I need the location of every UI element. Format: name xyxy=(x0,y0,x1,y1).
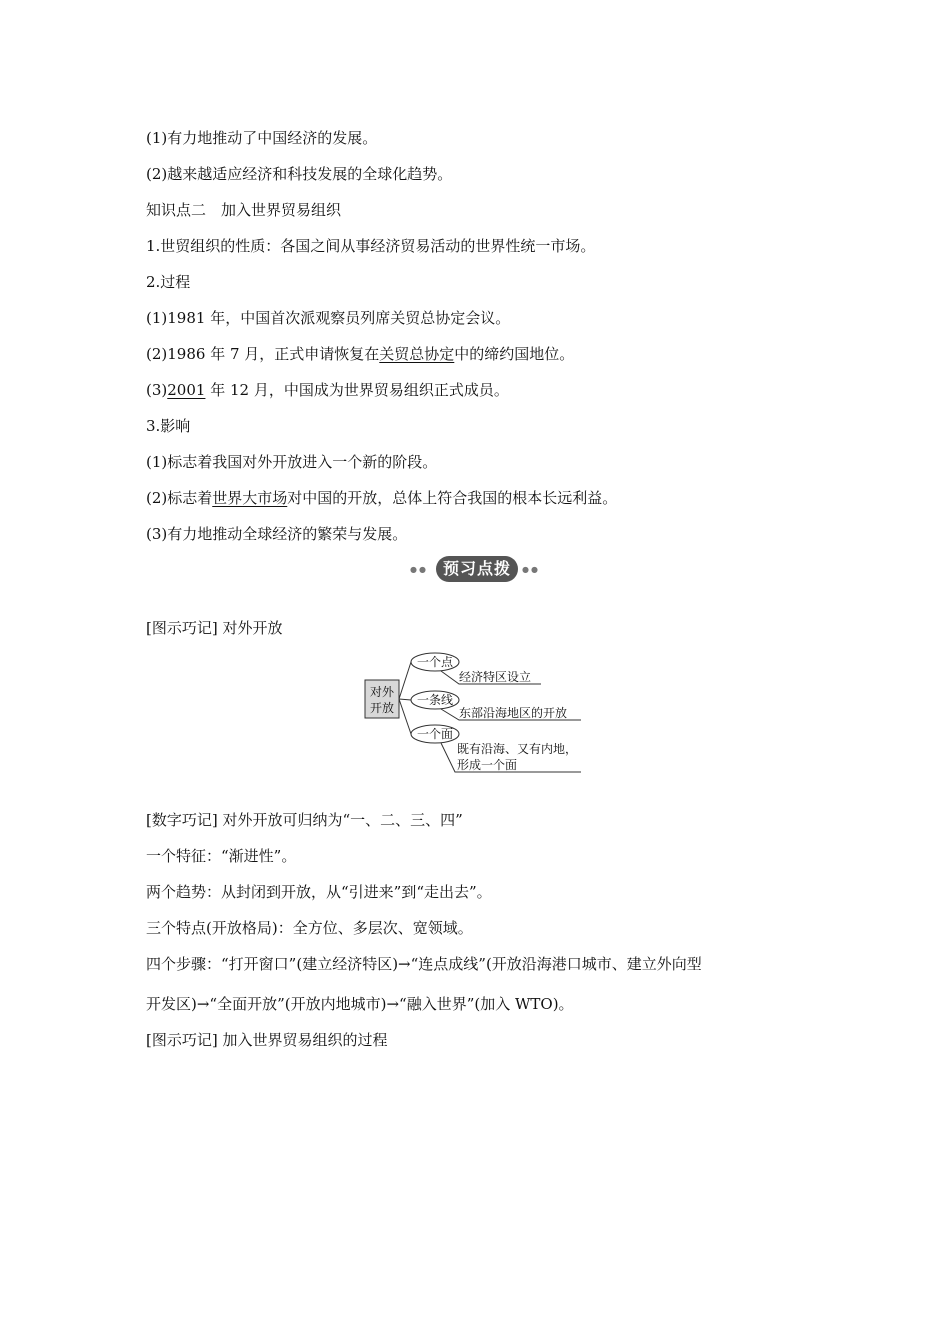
banner-label: 预习点拨 xyxy=(436,556,518,582)
text-line: 2.过程 xyxy=(146,273,191,291)
underlined-term: 2001 xyxy=(167,381,206,399)
dot-decoration: ●● xyxy=(410,565,428,574)
text-line: 3.影响 xyxy=(146,417,191,435)
section-heading: 知识点二 加入世界贸易组织 xyxy=(146,201,342,219)
branch-text: 既有沿海、又有内地， xyxy=(457,742,578,756)
text-line: [图示巧记] 加入世界贸易组织的过程 xyxy=(146,1031,388,1049)
center-label: 开放 xyxy=(369,701,395,715)
text-segment: (2)1986 年 7 月，正式申请恢复在 xyxy=(146,345,380,363)
text-segment: 对中国的开放，总体上符合我国的根本长远利益。 xyxy=(287,489,618,507)
center-label: 对外 xyxy=(369,685,395,699)
text-segment: (3) xyxy=(146,381,168,399)
text-line xyxy=(146,488,617,508)
branch-label: 一条线 xyxy=(416,693,454,707)
text-segment: (2)标志着 xyxy=(146,489,213,507)
text-line: 三个特点(开放格局)：全方位、多层次、宽领域。 xyxy=(146,919,473,937)
text-line xyxy=(146,380,509,400)
text-line: 四个步骤：“打开窗口”(建立经济特区)→“连点成线”(开放沿海港口城市、建立外向型 xyxy=(146,955,702,973)
branch-text: 形成一个面 xyxy=(457,758,518,772)
text-line: 开发区)→“全面开放”(开放内地城市)→“融入世界”(加入 WTO)。 xyxy=(146,995,574,1013)
underlined-term: 关贸总协定 xyxy=(379,345,455,363)
connector xyxy=(399,699,411,734)
text-line: (1)标志着我国对外开放进入一个新的阶段。 xyxy=(146,453,438,471)
text-line: (2)越来越适应经济和科技发展的全球化趋势。 xyxy=(146,165,453,183)
branch-label: 一个点 xyxy=(416,655,454,669)
text-line: [图示巧记] 对外开放 xyxy=(146,619,283,637)
section-banner xyxy=(0,556,950,584)
connector xyxy=(399,699,411,700)
text-line: (3)有力地推动全球经济的繁荣与发展。 xyxy=(146,525,408,543)
text-segment: 年 12 月，中国成为世界贸易组织正式成员。 xyxy=(205,381,509,399)
text-line: 一个特征：“渐进性”。 xyxy=(146,847,297,865)
underlined-term: 世界大市场 xyxy=(212,489,288,507)
text-line: (1)有力地推动了中国经济的发展。 xyxy=(146,129,378,147)
opening-diagram xyxy=(363,650,588,778)
text-line: [数字巧记] 对外开放可归纳为“一、二、三、四” xyxy=(146,811,463,829)
branch-label: 一个面 xyxy=(416,727,454,741)
text-line: (1)1981 年，中国首次派观察员列席关贸总协定会议。 xyxy=(146,309,511,327)
text-line: 两个趋势：从封闭到开放，从“引进来”到“走出去”。 xyxy=(146,883,492,901)
branch-text: 经济特区设立 xyxy=(459,670,532,684)
connector xyxy=(399,662,411,699)
branch-text: 东部沿海地区的开放 xyxy=(459,706,568,720)
text-line xyxy=(146,344,574,364)
dot-decoration: ●● xyxy=(522,565,540,574)
text-segment: 中的缔约国地位。 xyxy=(454,345,575,363)
text-line: 1.世贸组织的性质：各国之间从事经济贸易活动的世界性统一市场。 xyxy=(146,237,596,255)
